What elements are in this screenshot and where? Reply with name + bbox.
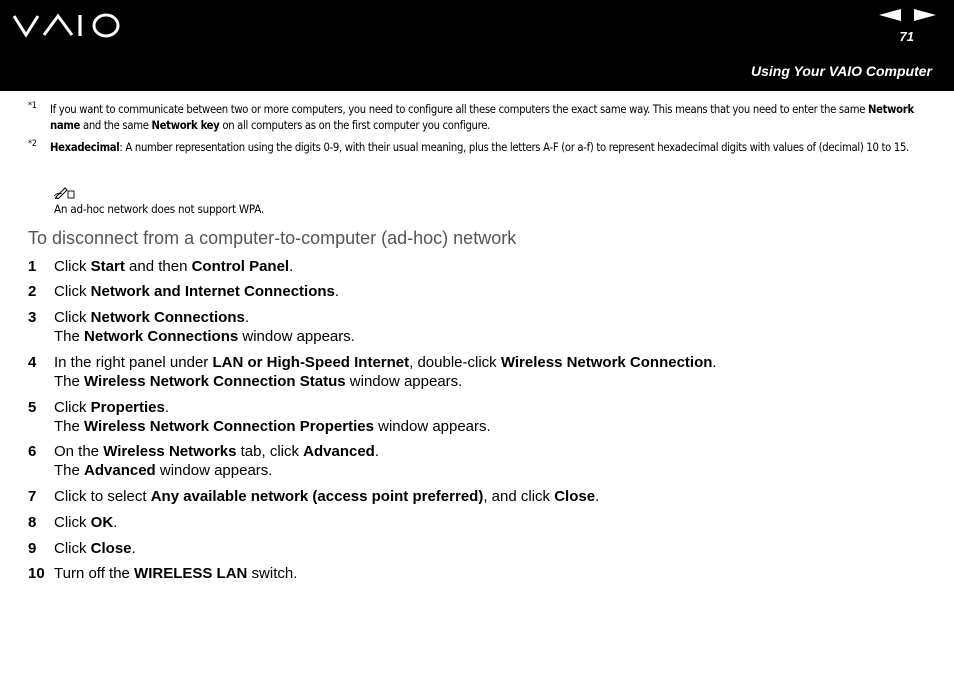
ui-term: Wireless Network Connection Properties bbox=[84, 418, 374, 435]
page-header bbox=[0, 0, 954, 91]
step-3 bbox=[28, 308, 355, 346]
step-text: Turn off the bbox=[54, 565, 135, 582]
step-2 bbox=[28, 282, 339, 301]
step-text: . bbox=[289, 258, 294, 275]
vaio-logo bbox=[13, 13, 121, 39]
ui-term: Control Panel bbox=[191, 258, 290, 275]
footnote-marker: *2 bbox=[28, 139, 37, 149]
step-text: Click to select bbox=[54, 488, 151, 505]
ui-term: Close bbox=[90, 540, 132, 557]
footnote-1 bbox=[28, 102, 928, 134]
step-text: window appears. bbox=[238, 328, 355, 345]
ui-term: Wireless Network Connection Status bbox=[84, 373, 346, 390]
step-text: Click bbox=[54, 258, 91, 275]
ui-term: OK bbox=[90, 514, 114, 531]
arrow-right-icon[interactable] bbox=[914, 9, 936, 21]
step-number: 3 bbox=[28, 309, 37, 326]
footnote-text: on all computers as on the first computer you configure. bbox=[219, 119, 491, 132]
step-text: . bbox=[164, 399, 170, 416]
step-number: 7 bbox=[28, 488, 37, 505]
step-8 bbox=[28, 513, 117, 532]
ui-term: Wireless Networks bbox=[103, 443, 237, 460]
ui-term: Advanced bbox=[84, 462, 156, 479]
ui-term: Any available network (access point preferred) bbox=[150, 488, 484, 505]
step-text: . bbox=[334, 283, 340, 300]
step-text: and then bbox=[124, 258, 192, 275]
step-text: The bbox=[54, 328, 85, 345]
step-text: , and click bbox=[483, 488, 555, 505]
step-text: window appears. bbox=[155, 462, 273, 479]
step-text: On the bbox=[54, 443, 104, 460]
step-text: window appears. bbox=[373, 418, 491, 435]
ui-term: Start bbox=[90, 258, 125, 275]
ui-term: Close bbox=[554, 488, 596, 505]
footnote-text: and the same bbox=[80, 119, 152, 132]
step-text: . bbox=[712, 354, 717, 371]
step-5 bbox=[28, 398, 491, 436]
step-text: The bbox=[54, 418, 85, 435]
footnote-text: : A number representation using the digits 0-9, with their usual meaning, plus the letters A-F (or a-f) to represent hexadecimal digits with values of (decimal) 10 to 15. bbox=[119, 141, 909, 154]
step-number: 6 bbox=[28, 443, 37, 460]
step-text: , double-click bbox=[409, 354, 501, 371]
step-text: The bbox=[54, 462, 85, 479]
pencil-note-icon bbox=[54, 185, 76, 199]
step-text: tab, click bbox=[236, 443, 304, 460]
ui-term: Wireless Network Connection bbox=[500, 354, 713, 371]
step-number: 8 bbox=[28, 514, 37, 531]
footnote-marker: *1 bbox=[28, 101, 37, 111]
step-text: . bbox=[131, 540, 136, 557]
step-text: . bbox=[595, 488, 600, 505]
step-text: Click bbox=[54, 309, 91, 326]
step-text: In the right panel under bbox=[54, 354, 213, 371]
step-number: 2 bbox=[28, 283, 37, 300]
ui-term: WIRELESS LAN bbox=[134, 565, 248, 582]
step-text: The bbox=[54, 373, 85, 390]
step-10 bbox=[28, 564, 297, 583]
step-6 bbox=[28, 442, 379, 480]
ui-term: Network and Internet Connections bbox=[90, 283, 335, 300]
step-text: . bbox=[374, 443, 380, 460]
ui-term: Properties bbox=[90, 399, 165, 416]
ui-term: Network Connections bbox=[90, 309, 245, 326]
step-text: . bbox=[113, 514, 118, 531]
page-number: 71 bbox=[899, 29, 914, 44]
step-9 bbox=[28, 539, 136, 558]
step-text: Click bbox=[54, 540, 91, 557]
step-text: switch. bbox=[247, 565, 298, 582]
step-text: Click bbox=[54, 514, 91, 531]
step-number: 5 bbox=[28, 399, 37, 416]
arrow-left-icon[interactable] bbox=[879, 9, 901, 21]
footnote-term: Network key bbox=[151, 119, 220, 132]
step-text: Click bbox=[54, 283, 91, 300]
step-7 bbox=[28, 487, 599, 506]
step-1 bbox=[28, 257, 293, 276]
step-number: 1 bbox=[28, 258, 37, 275]
step-number: 4 bbox=[28, 354, 37, 371]
step-number: 10 bbox=[28, 565, 45, 582]
ui-term: Network Connections bbox=[84, 328, 239, 345]
ui-term: LAN or High-Speed Internet bbox=[212, 354, 410, 371]
section-title: Using Your VAIO Computer bbox=[751, 63, 932, 79]
footnote-text: If you want to communicate between two or more computers, you need to configure all these computers the exact same way. This means that you need to enter the same bbox=[50, 103, 868, 116]
footnote-2 bbox=[28, 140, 928, 156]
procedure-heading: To disconnect from a computer-to-computer (ad-hoc) network bbox=[28, 228, 517, 248]
step-4 bbox=[28, 353, 717, 391]
ui-term: Advanced bbox=[303, 443, 375, 460]
step-text: Click bbox=[54, 399, 91, 416]
footnote-term: Hexadecimal bbox=[50, 141, 120, 154]
footnote-term: Network name bbox=[50, 103, 914, 132]
step-text: . bbox=[244, 309, 250, 326]
step-number: 9 bbox=[28, 540, 37, 557]
note-text: An ad-hoc network does not support WPA. bbox=[54, 202, 264, 216]
step-text: window appears. bbox=[345, 373, 463, 390]
